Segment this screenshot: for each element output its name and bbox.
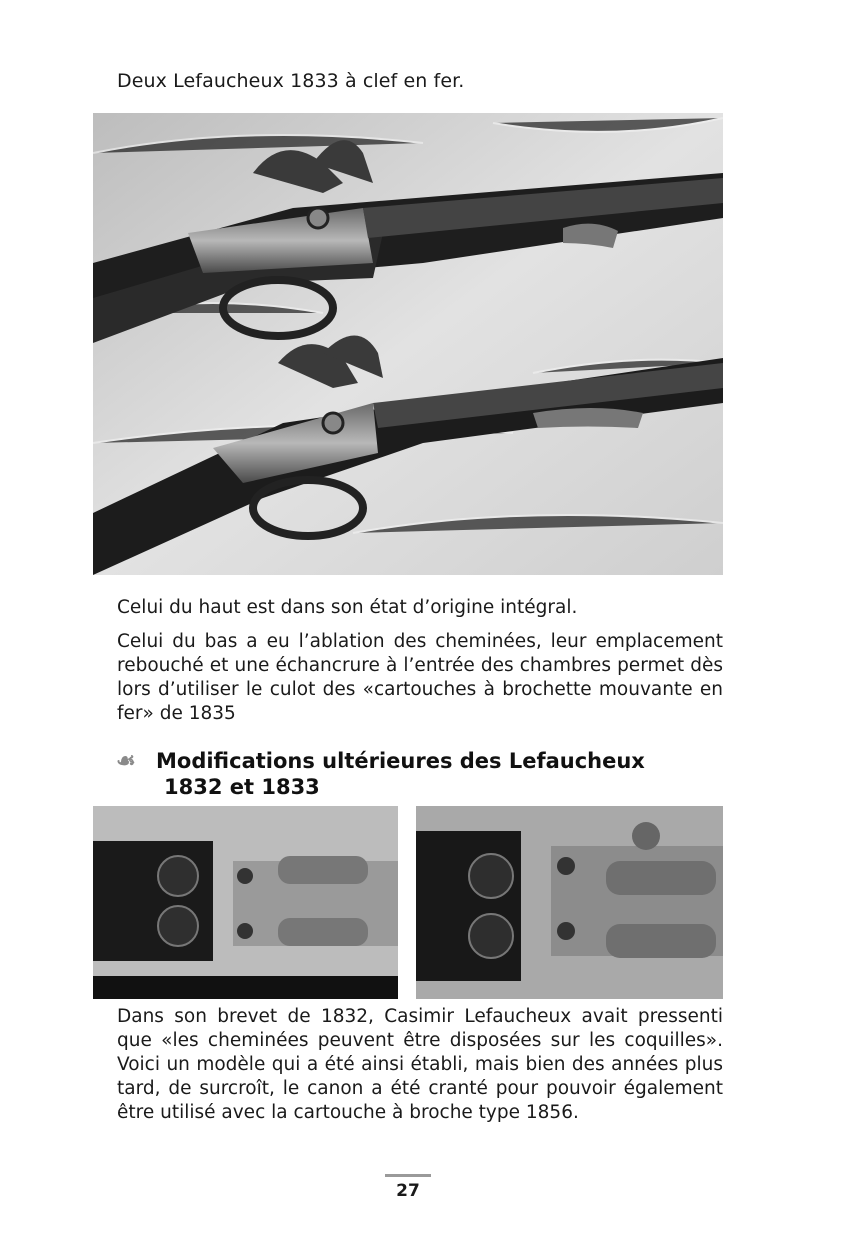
section-heading (116, 748, 645, 800)
photo-breech-right (416, 806, 723, 999)
heading-line-2: 1832 et 1833 (164, 775, 320, 799)
page-number: 27 (396, 1181, 420, 1201)
heading-line-1: Modifications ultérieures des Lefaucheux (156, 749, 645, 773)
paragraph-modification: Celui du bas a eu l’ablation des cheminées, leur emplacement rebouché et une échancrure à l’entrée des chambres permet dès lors d’utiliser le culot des «cartouches à brochette mouvante en fer» de 1835 (117, 631, 723, 724)
photo-caption: Deux Lefaucheux 1833 à clef en fer. (117, 70, 465, 92)
photo-breech-left (93, 806, 398, 999)
photo-two-lefaucheux-guns (93, 113, 723, 575)
paragraph-original-state: Celui du haut est dans son état d’origine intégral. (117, 597, 578, 618)
page-number-rule (385, 1174, 431, 1177)
ornament-icon: ☙ (116, 748, 133, 774)
paragraph-brevet-1832: Dans son brevet de 1832, Casimir Lefaucheux avait pressenti que «les cheminées peuvent être disposées sur les coquilles». Voici un modèle qui a été ainsi établi, mais bien des années plus tard, de surcroît, le canon a été cranté pour pouvoir également être utilisé avec la cartouche à broche type 1856. (117, 1006, 723, 1123)
